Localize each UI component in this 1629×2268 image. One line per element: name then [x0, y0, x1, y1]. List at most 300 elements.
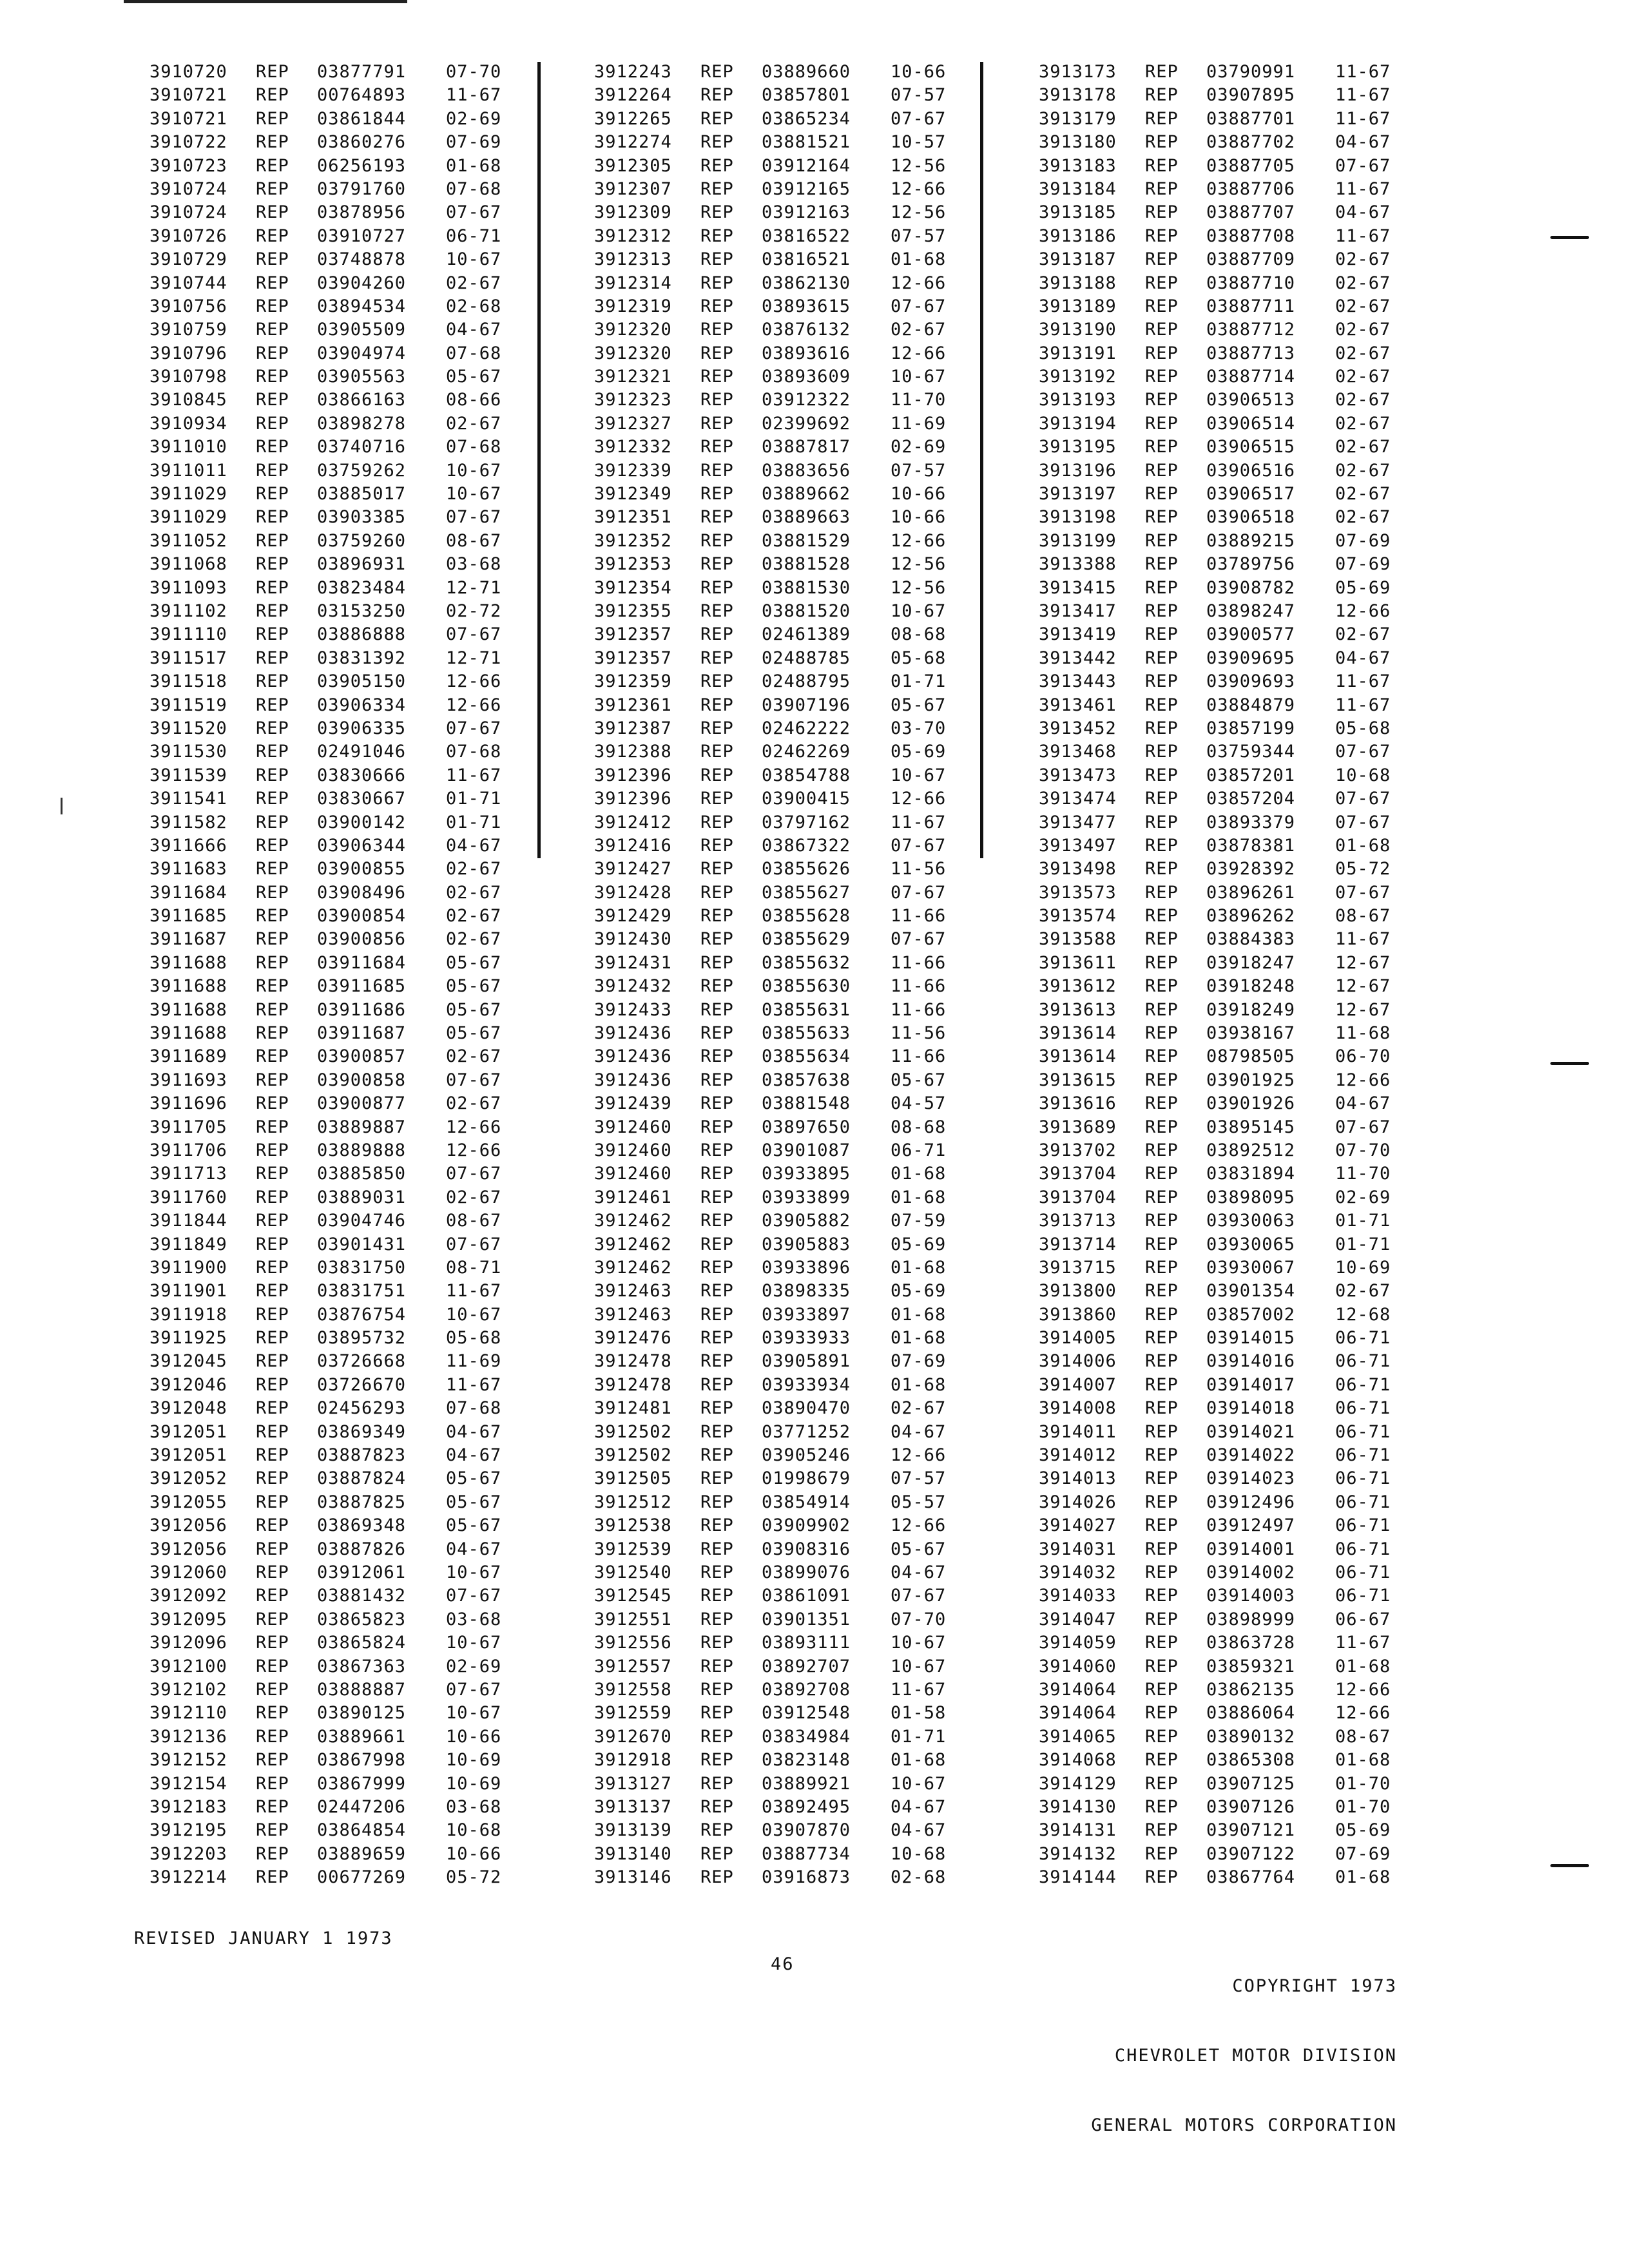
replacement-number: 03911684	[317, 952, 407, 973]
entry-type: REP	[700, 413, 734, 434]
entry-date: 06-71	[1335, 1539, 1391, 1559]
entry-date: 04-67	[1335, 202, 1391, 223]
part-number: 3912462	[594, 1257, 672, 1278]
entry-type: REP	[700, 1304, 734, 1325]
table-row	[1039, 1491, 1391, 1514]
table-row	[594, 318, 946, 341]
part-number: 3912055	[149, 1492, 227, 1512]
entry-date: 06-71	[446, 226, 502, 246]
table-row	[149, 108, 501, 131]
replacement-number: 03861844	[317, 108, 407, 129]
replacement-number: 03907196	[762, 695, 851, 715]
entry-date: 01-68	[1335, 835, 1391, 856]
replacement-number: 03906516	[1206, 460, 1296, 481]
table-row	[149, 483, 501, 506]
replacement-number: 03887702	[1206, 132, 1296, 153]
replacement-number: 03726668	[317, 1351, 407, 1372]
table-row	[1039, 436, 1391, 459]
entry-type: REP	[700, 976, 734, 997]
entry-date: 01-71	[1335, 1211, 1391, 1231]
replacement-number: 03905882	[762, 1211, 851, 1231]
entry-type: REP	[1145, 132, 1179, 153]
entry-date: 02-67	[1335, 484, 1391, 505]
entry-type: REP	[1145, 226, 1179, 246]
entry-type: REP	[700, 1726, 734, 1747]
entry-date: 10-66	[891, 62, 947, 82]
table-row	[1039, 1514, 1391, 1537]
entry-date: 08-67	[1335, 906, 1391, 927]
part-number: 3910720	[149, 62, 227, 82]
replacement-number: 03889888	[317, 1140, 407, 1160]
entry-date: 01-68	[891, 1187, 947, 1207]
entry-date: 07-67	[1335, 789, 1391, 809]
entry-date: 02-67	[446, 273, 502, 293]
entry-type: REP	[256, 1281, 289, 1302]
replacement-number: 03887707	[1206, 202, 1296, 223]
table-row	[1039, 1045, 1391, 1068]
table-row	[594, 1303, 946, 1327]
table-row	[1039, 248, 1391, 271]
replacement-number: 03887705	[1206, 155, 1296, 176]
entry-date: 07-69	[891, 1351, 947, 1372]
replacement-number: 03914021	[1206, 1421, 1296, 1442]
entry-date: 11-66	[891, 976, 947, 997]
entry-type: REP	[1145, 1328, 1179, 1349]
part-number: 3912463	[594, 1304, 672, 1325]
table-row	[149, 436, 501, 459]
entry-type: REP	[256, 249, 289, 270]
replacement-number: 03876754	[317, 1304, 407, 1325]
entry-date: 07-57	[891, 85, 947, 106]
replacement-number: 03885850	[317, 1164, 407, 1184]
entry-date: 07-67	[891, 296, 947, 316]
entry-type: REP	[256, 226, 289, 246]
table-row	[149, 928, 501, 951]
entry-type: REP	[256, 1234, 289, 1254]
entry-type: REP	[256, 413, 289, 434]
table-row	[594, 1233, 946, 1256]
entry-date: 06-71	[1335, 1328, 1391, 1349]
table-row	[149, 1444, 501, 1467]
entry-type: REP	[256, 648, 289, 668]
entry-date: 01-68	[891, 1304, 947, 1325]
part-number: 3913452	[1039, 718, 1117, 738]
table-row	[594, 1467, 946, 1490]
entry-type: REP	[256, 1304, 289, 1325]
part-number: 3913474	[1039, 789, 1117, 809]
entry-date: 02-69	[891, 437, 947, 457]
entry-type: REP	[1145, 460, 1179, 481]
table-row	[1039, 1538, 1391, 1561]
part-number: 3912387	[594, 718, 672, 738]
entry-date: 02-67	[891, 320, 947, 340]
entry-date: 02-69	[1335, 1187, 1391, 1207]
part-number: 3913477	[1039, 812, 1117, 832]
part-number: 3911110	[149, 624, 227, 645]
entry-type: REP	[256, 624, 289, 645]
entry-date: 05-69	[1335, 577, 1391, 598]
part-number: 3911519	[149, 695, 227, 715]
entry-type: REP	[1145, 320, 1179, 340]
entry-type: REP	[1145, 1257, 1179, 1278]
entry-type: REP	[1145, 695, 1179, 715]
entry-type: REP	[256, 507, 289, 528]
table-row	[1039, 975, 1391, 998]
entry-date: 10-66	[446, 1843, 502, 1864]
replacement-number: 03906335	[317, 718, 407, 738]
table-row	[149, 248, 501, 271]
entry-type: REP	[1145, 1562, 1179, 1582]
entry-type: REP	[1145, 1281, 1179, 1302]
table-row	[1039, 764, 1391, 787]
table-row	[149, 553, 501, 576]
part-number: 3911688	[149, 952, 227, 973]
replacement-number: 03855631	[762, 999, 851, 1020]
entry-type: REP	[256, 695, 289, 715]
entry-type: REP	[1145, 742, 1179, 762]
part-number: 3913194	[1039, 413, 1117, 434]
entry-date: 11-67	[446, 85, 502, 106]
part-number: 3912309	[594, 202, 672, 223]
entry-type: REP	[700, 952, 734, 973]
entry-type: REP	[700, 85, 734, 106]
entry-type: REP	[256, 742, 289, 762]
table-row	[149, 999, 501, 1022]
part-number: 3911925	[149, 1328, 227, 1349]
part-number: 3913140	[594, 1843, 672, 1864]
entry-date: 04-67	[1335, 1093, 1391, 1114]
part-number: 3911068	[149, 554, 227, 575]
replacement-number: 03905891	[762, 1351, 851, 1372]
part-number: 3913139	[594, 1820, 672, 1841]
entry-type: REP	[256, 1093, 289, 1114]
part-number: 3913173	[1039, 62, 1117, 82]
part-number: 3912323	[594, 390, 672, 410]
replacement-number: 03834984	[762, 1726, 851, 1747]
table-row	[149, 1421, 501, 1444]
part-number: 3912332	[594, 437, 672, 457]
entry-type: REP	[700, 812, 734, 832]
entry-date: 12-71	[446, 648, 502, 668]
part-number: 3912152	[149, 1750, 227, 1771]
replacement-number: 03831750	[317, 1257, 407, 1278]
entry-type: REP	[1145, 343, 1179, 363]
table-row	[1039, 201, 1391, 224]
part-number: 3912559	[594, 1703, 672, 1724]
entry-date: 07-67	[1335, 742, 1391, 762]
entry-date: 10-57	[891, 132, 947, 153]
entry-type: REP	[1145, 1867, 1179, 1888]
replacement-number: 03887817	[762, 437, 851, 457]
table-row	[594, 483, 946, 506]
table-row	[594, 1561, 946, 1584]
entry-type: REP	[1145, 1234, 1179, 1254]
table-row	[594, 1162, 946, 1186]
table-row	[594, 342, 946, 365]
entry-type: REP	[256, 1562, 289, 1582]
entry-type: REP	[256, 1398, 289, 1419]
entry-type: REP	[700, 601, 734, 621]
replacement-number: 03865308	[1206, 1750, 1296, 1771]
entry-type: REP	[1145, 413, 1179, 434]
entry-type: REP	[700, 132, 734, 153]
part-number: 3911900	[149, 1257, 227, 1278]
replacement-number: 03900858	[317, 1070, 407, 1090]
part-number: 3914131	[1039, 1820, 1117, 1841]
part-number: 3913192	[1039, 367, 1117, 387]
parts-column-3	[1039, 61, 1391, 1889]
entry-date: 06-67	[1335, 1609, 1391, 1629]
entry-date: 12-66	[1335, 1679, 1391, 1700]
entry-date: 07-67	[446, 1164, 502, 1184]
entry-type: REP	[700, 1281, 734, 1302]
entry-type: REP	[700, 882, 734, 903]
entry-date: 06-70	[1335, 1046, 1391, 1067]
entry-type: REP	[1145, 835, 1179, 856]
part-number: 3912538	[594, 1515, 672, 1536]
table-row	[1039, 530, 1391, 553]
part-number: 3912314	[594, 273, 672, 293]
replacement-number: 03889031	[317, 1187, 407, 1207]
table-row	[594, 131, 946, 154]
entry-date: 01-71	[446, 789, 502, 809]
entry-type: REP	[256, 1164, 289, 1184]
entry-date: 06-71	[1335, 1492, 1391, 1512]
part-number: 3912462	[594, 1234, 672, 1254]
replacement-number: 03893616	[762, 343, 851, 363]
entry-date: 02-67	[1335, 460, 1391, 481]
copyright-block	[1091, 1928, 1397, 2160]
replacement-number: 03907122	[1206, 1843, 1296, 1864]
entry-date: 02-67	[446, 1187, 502, 1207]
entry-type: REP	[700, 1820, 734, 1841]
replacement-number: 03898999	[1206, 1609, 1296, 1629]
entry-date: 11-66	[891, 952, 947, 973]
part-number: 3911688	[149, 976, 227, 997]
table-row	[149, 506, 501, 529]
entry-date: 07-69	[1335, 554, 1391, 575]
entry-type: REP	[256, 789, 289, 809]
part-number: 3913180	[1039, 132, 1117, 153]
binder-hole-mark	[1550, 1062, 1589, 1065]
replacement-number: 03816522	[762, 226, 851, 246]
part-number: 3912052	[149, 1468, 227, 1489]
table-row	[594, 248, 946, 271]
part-number: 3914129	[1039, 1773, 1117, 1794]
table-row	[594, 1022, 946, 1045]
replacement-number: 02447206	[317, 1796, 407, 1817]
entry-type: REP	[700, 1586, 734, 1606]
table-row	[594, 858, 946, 881]
replacement-number: 03907895	[1206, 85, 1296, 106]
entry-date: 02-67	[446, 929, 502, 950]
entry-date: 11-66	[891, 1046, 947, 1067]
replacement-number: 03933896	[762, 1257, 851, 1278]
replacement-number: 03886064	[1206, 1703, 1296, 1724]
table-row	[1039, 1280, 1391, 1303]
replacement-number: 02488785	[762, 648, 851, 668]
replacement-number: 03887826	[317, 1539, 407, 1559]
entry-date: 08-67	[446, 530, 502, 551]
part-number: 3912502	[594, 1445, 672, 1466]
replacement-number: 03909693	[1206, 671, 1296, 692]
part-number: 3913702	[1039, 1140, 1117, 1160]
entry-type: REP	[256, 85, 289, 106]
table-row	[149, 1045, 501, 1068]
replacement-number: 03865823	[317, 1609, 407, 1629]
replacement-number: 03854914	[762, 1492, 851, 1512]
entry-date: 10-68	[446, 1820, 502, 1841]
part-number: 3913613	[1039, 999, 1117, 1020]
replacement-number: 03893111	[762, 1633, 851, 1653]
entry-type: REP	[256, 906, 289, 927]
part-number: 3913188	[1039, 273, 1117, 293]
part-number: 3913614	[1039, 1023, 1117, 1044]
table-row	[1039, 1561, 1391, 1584]
part-number: 3912327	[594, 413, 672, 434]
entry-date: 02-67	[446, 859, 502, 879]
replacement-number: 03906514	[1206, 413, 1296, 434]
entry-type: REP	[256, 1328, 289, 1349]
part-number: 3913197	[1039, 484, 1117, 505]
part-number: 3912274	[594, 132, 672, 153]
entry-type: REP	[700, 530, 734, 551]
entry-type: REP	[700, 906, 734, 927]
entry-type: REP	[700, 1468, 734, 1489]
part-number: 3912102	[149, 1679, 227, 1700]
table-row	[1039, 694, 1391, 717]
table-row	[1039, 1843, 1391, 1866]
replacement-number: 02491046	[317, 742, 407, 762]
part-number: 3911093	[149, 577, 227, 598]
table-row	[149, 459, 501, 483]
entry-date: 07-67	[891, 1586, 947, 1606]
entry-date: 12-66	[891, 343, 947, 363]
part-number: 3912312	[594, 226, 672, 246]
entry-type: REP	[1145, 1843, 1179, 1864]
entry-date: 12-66	[1335, 601, 1391, 621]
entry-type: REP	[256, 273, 289, 293]
part-number: 3912427	[594, 859, 672, 879]
replacement-number: 03862135	[1206, 1679, 1296, 1700]
table-row	[1039, 1444, 1391, 1467]
entry-type: REP	[256, 1867, 289, 1888]
table-row	[149, 61, 501, 84]
replacement-number: 03855626	[762, 859, 851, 879]
part-number: 3912478	[594, 1351, 672, 1372]
entry-type: REP	[256, 1140, 289, 1160]
table-row	[1039, 1162, 1391, 1186]
table-row	[1039, 1256, 1391, 1280]
entry-type: REP	[256, 601, 289, 621]
entry-type: REP	[256, 1117, 289, 1137]
table-row	[594, 412, 946, 436]
entry-date: 11-67	[1335, 62, 1391, 82]
entry-type: REP	[1145, 249, 1179, 270]
entry-type: REP	[256, 1796, 289, 1817]
part-number: 3912183	[149, 1796, 227, 1817]
entry-type: REP	[256, 1679, 289, 1700]
table-row	[594, 1514, 946, 1537]
table-row	[1039, 1655, 1391, 1678]
table-row	[149, 764, 501, 787]
replacement-number: 03888887	[317, 1679, 407, 1700]
table-row	[594, 436, 946, 459]
table-row	[594, 834, 946, 858]
replacement-number: 02462269	[762, 742, 851, 762]
table-row	[594, 1327, 946, 1350]
part-number: 3910798	[149, 367, 227, 387]
part-number: 3913417	[1039, 601, 1117, 621]
replacement-number: 03878956	[317, 202, 407, 223]
entry-type: REP	[700, 1328, 734, 1349]
replacement-number: 03901925	[1206, 1070, 1296, 1090]
division-line: CHEVROLET MOTOR DIVISION	[1114, 2046, 1397, 2066]
entry-date: 01-68	[891, 1328, 947, 1349]
part-number: 3914006	[1039, 1351, 1117, 1372]
part-number: 3913190	[1039, 320, 1117, 340]
table-row	[149, 84, 501, 107]
entry-date: 08-68	[891, 624, 947, 645]
replacement-number: 03797162	[762, 812, 851, 832]
table-row	[594, 1069, 946, 1092]
replacement-number: 03855633	[762, 1023, 851, 1044]
table-row	[149, 1725, 501, 1749]
part-number: 3912540	[594, 1562, 672, 1582]
table-row	[594, 1280, 946, 1303]
replacement-number: 03857204	[1206, 789, 1296, 809]
table-row	[1039, 365, 1391, 389]
entry-type: REP	[1145, 1726, 1179, 1747]
entry-date: 12-66	[1335, 1703, 1391, 1724]
part-number: 3912551	[594, 1609, 672, 1629]
entry-date: 01-68	[1335, 1656, 1391, 1677]
part-number: 3913612	[1039, 976, 1117, 997]
replacement-number: 03862130	[762, 273, 851, 293]
entry-date: 06-71	[1335, 1586, 1391, 1606]
replacement-number: 03855629	[762, 929, 851, 950]
part-number: 3914064	[1039, 1679, 1117, 1700]
entry-date: 07-67	[446, 718, 502, 738]
part-number: 3913186	[1039, 226, 1117, 246]
table-row	[1039, 61, 1391, 84]
part-number: 3913443	[1039, 671, 1117, 692]
table-row	[594, 1374, 946, 1397]
table-row	[149, 1491, 501, 1514]
entry-date: 06-71	[1335, 1351, 1391, 1372]
entry-type: REP	[1145, 1164, 1179, 1184]
replacement-number: 03771252	[762, 1421, 851, 1442]
part-number: 3911901	[149, 1281, 227, 1302]
table-row	[1039, 178, 1391, 201]
part-number: 3912431	[594, 952, 672, 973]
table-row	[594, 881, 946, 905]
entry-type: REP	[1145, 554, 1179, 575]
replacement-number: 03893609	[762, 367, 851, 387]
part-number: 3912203	[149, 1843, 227, 1864]
entry-type: REP	[1145, 1445, 1179, 1466]
entry-type: REP	[1145, 1750, 1179, 1771]
part-number: 3912214	[149, 1867, 227, 1888]
part-number: 3912060	[149, 1562, 227, 1582]
part-number: 3911102	[149, 601, 227, 621]
part-number: 3912432	[594, 976, 672, 997]
replacement-number: 03887713	[1206, 343, 1296, 363]
entry-date: 12-56	[891, 155, 947, 176]
entry-type: REP	[700, 1867, 734, 1888]
part-number: 3913189	[1039, 296, 1117, 316]
table-row	[149, 623, 501, 646]
